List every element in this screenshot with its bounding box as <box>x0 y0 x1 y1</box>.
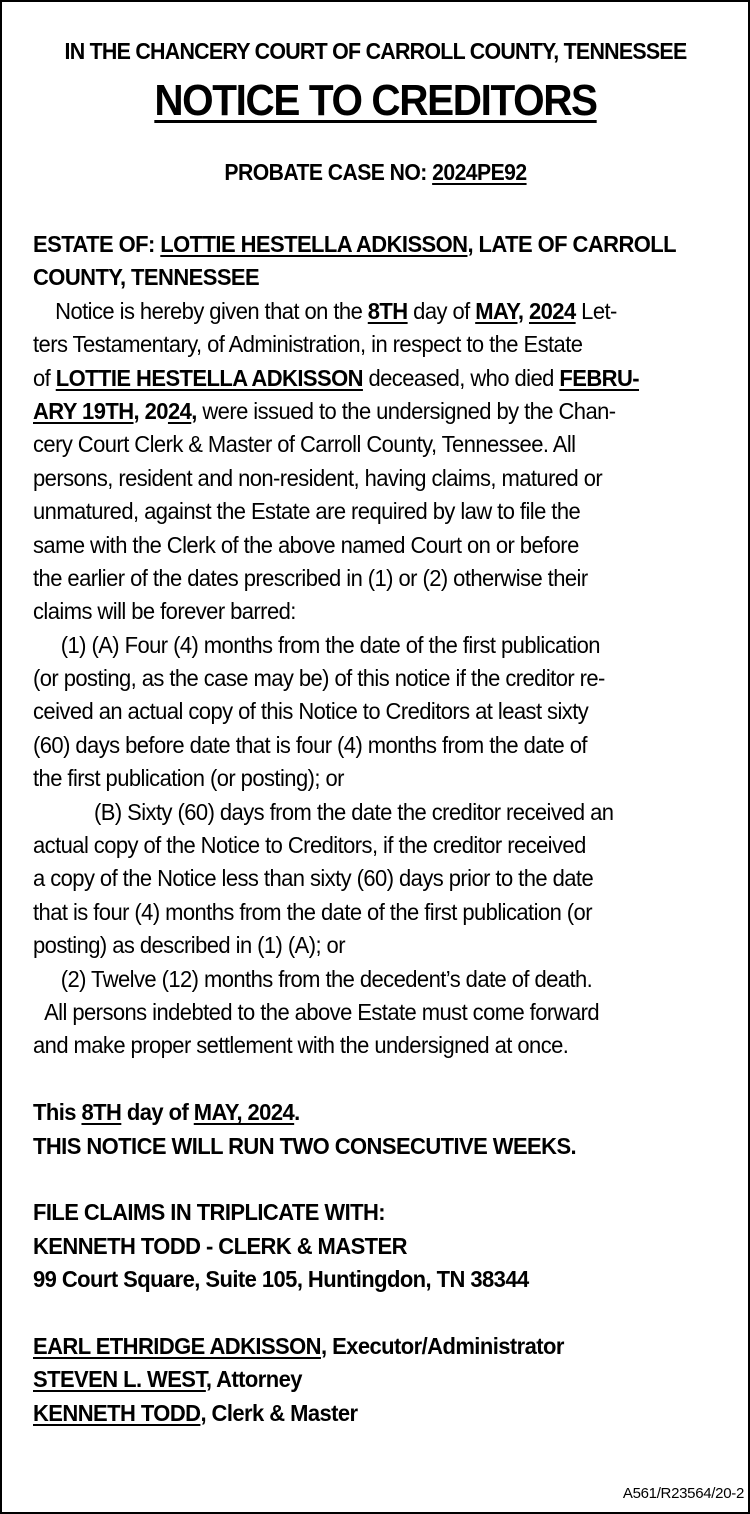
ad-reference-code: A561/R23564/20-2 <box>622 1485 744 1502</box>
notice-line <box>33 295 718 328</box>
dated-line <box>33 1096 718 1129</box>
claims-heading: FILE CLAIMS IN TRIPLICATE WITH: <box>33 1199 386 1226</box>
notice-year: 2024 <box>528 297 576 324</box>
estate-late-of: , LATE OF CARROLL <box>467 231 677 257</box>
signature-role: , Clerk & Master <box>200 1399 358 1426</box>
estate-line-cont <box>33 261 718 294</box>
case-number-line <box>60 159 690 186</box>
case-number: 2024PE92 <box>432 159 527 185</box>
claims-clerk: KENNETH TODD - CLERK & MASTER <box>33 1232 407 1259</box>
notice-body <box>33 228 718 1430</box>
provision-text: (2) Twelve (12) months from the decedent’s date of death. <box>60 965 593 992</box>
provision-2-line <box>33 963 718 996</box>
claims-address: 99 Court Square, Suite 105, Huntingdon, TN 38344 <box>33 1266 529 1293</box>
notice-text: Notice is hereby given that on the <box>55 297 368 324</box>
notice-title: NOTICE TO CREDITORS <box>154 76 597 125</box>
notice-line <box>33 395 718 428</box>
provision-1b-line: posting) as described in (1) (A); or <box>33 932 345 959</box>
notice-line: unmatured, against the Estate are required by law to file the <box>33 498 581 525</box>
signature-clerk <box>33 1397 718 1430</box>
notice-content <box>33 2 718 1512</box>
estate-label: ESTATE OF: <box>33 231 161 257</box>
provision-1a-line: the first publication (or posting); or <box>33 765 344 792</box>
provision-1a-line <box>33 629 718 662</box>
death-date-part2: ARY 19TH <box>33 397 134 424</box>
signature-role: , Executor/Administrator <box>320 1332 564 1359</box>
estate-line <box>33 228 718 261</box>
provision-1a-line: ceived an actual copy of this Notice to Creditors at least sixty <box>33 698 589 725</box>
notice-line: the earlier of the dates prescribed in (1) or (2) otherwise their <box>33 564 588 591</box>
run-notice: THIS NOTICE WILL RUN TWO CONSECUTIVE WEEKS. <box>33 1132 577 1159</box>
court-heading: IN THE CHANCERY COURT OF CARROLL COUNTY, TENNESSEE <box>64 38 687 64</box>
signature-name: KENNETH TODD <box>33 1399 201 1426</box>
provision-1b-line: a copy of the Notice less than sixty (60) days prior to the date <box>33 865 594 892</box>
dated-month-year: MAY, 2024 <box>193 1099 295 1126</box>
death-year-a: , 20 <box>133 397 168 424</box>
settlement-line: and make proper settlement with the undersigned at once. <box>33 1032 569 1059</box>
notice-day: 8TH <box>367 297 408 324</box>
dated-text: . <box>294 1099 300 1126</box>
signature-role: , Attorney <box>205 1366 302 1393</box>
notice-line: same with the Clerk of the above named Court on or before <box>33 531 579 558</box>
settlement-text: All persons indebted to the above Estate must come forward <box>44 998 600 1025</box>
death-date-part1: FEBRU- <box>559 364 640 391</box>
death-year-b: 24 <box>167 397 192 424</box>
estate-name: LOTTIE HESTELLA ADKISSON <box>160 231 468 257</box>
notice-line <box>33 362 718 395</box>
signature-name: EARL ETHRIDGE ADKISSON <box>33 1332 321 1359</box>
death-year-comma: , <box>191 397 197 424</box>
provision-1b-line: that is four (4) months from the date of the first publication (or <box>33 898 592 925</box>
notice-line: claims will be forever barred: <box>33 598 296 625</box>
settlement-line <box>33 996 718 1029</box>
provision-1a-line: (60) days before date that is four (4) months from the date of <box>33 731 587 758</box>
decedent-name: LOTTIE HESTELLA ADKISSON <box>55 364 363 391</box>
dated-day: 8TH <box>81 1099 122 1126</box>
notice-text: of <box>33 364 56 391</box>
provision-1a-line: (or posting, as the case may be) of this notice if the creditor re- <box>33 665 605 692</box>
notice-line: ters Testamentary, of Administration, in respect to the Estate <box>33 331 583 358</box>
signature-name: STEVEN L. WEST <box>33 1366 206 1393</box>
notice-text: deceased, who died <box>362 364 560 391</box>
notice-text: day of <box>407 297 476 324</box>
notice-line: cery Court Clerk & Master of Carroll County, Tennessee. All <box>33 431 576 458</box>
signature-attorney <box>33 1363 718 1396</box>
case-label: PROBATE CASE NO: <box>224 159 433 185</box>
estate-late-of-cont: COUNTY, TENNESSEE <box>33 264 260 291</box>
dated-text: This <box>33 1099 82 1126</box>
dated-text: day of <box>121 1099 194 1126</box>
provision-1b-line <box>33 796 718 829</box>
signature-executor <box>33 1330 718 1363</box>
notice-month: MAY, <box>475 297 524 324</box>
provision-1b-line: actual copy of the Notice to Creditors, if the creditor received <box>33 832 586 859</box>
notice-line: persons, resident and non-resident, having claims, matured or <box>33 464 603 491</box>
notice-text: were issued to the undersigned by the Chan- <box>196 397 616 424</box>
notice-text: Let- <box>575 297 617 324</box>
provision-text: (B) Sixty (60) days from the date the creditor received an <box>93 798 614 825</box>
provision-text: (1) (A) Four (4) months from the date of the first publication <box>60 631 600 658</box>
